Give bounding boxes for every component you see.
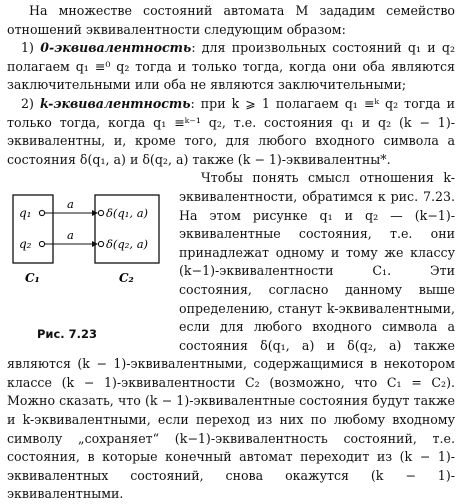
figure-caption: Рис. 7.23 xyxy=(37,327,98,342)
term-k-equivalence: k-эквивалентность xyxy=(39,95,191,111)
state-delta-q2-label: δ(q₂, a) xyxy=(106,237,149,252)
state-delta-q1-label: δ(q₁, a) xyxy=(106,206,149,221)
figure-diagram xyxy=(7,175,167,325)
item-2-number: 2) xyxy=(21,95,34,111)
definition-item-1 xyxy=(7,39,455,95)
state-q1-node xyxy=(39,211,44,216)
item-1-text: : для произвольных состояний q₁ и q₂ полагаем q₁ ≡⁰ q₂ тогда и только тогда, когда они оба являются заключительными или оба не являются заключительными; xyxy=(7,40,455,93)
body-paragraph: Чтобы понять смысл отношения k-эквивалентности, обратимся к рис. 7.23. На этом рисунке q₁ и q₂ — (k−1)-эквивалентные состояния, т.е. они принадлежат одному и тому же классу (k−1)-эквивалентности C₁. Эти состояния, согласно данному выше определению, станут k-эквивалентными, если для любого входного символа a состояния δ(q₁, a) и δ(q₂, a) также являются (k − 1)-эквивалентными, содержащимися в некотором классе (k − 1)-эквивалентности C₂ (возможно, что C₁ = C₂). Можно сказать, что (k − 1)-эквивалентные состояния будут также и k-эквивалентными, если переход из них по любому входному символу „сохраняет“ (k−1)-эквивалентность состояний, т.е. состояния, в которые конечный автомат переходит из (k − 1)-эквивалентных состояний, снова окажутся (k − 1)-эквивалентными. xyxy=(7,170,455,502)
definition-item-2 xyxy=(7,95,455,169)
intro-paragraph: На множестве состояний автомата M зададим семейство отношений эквивалентности следующим образом: xyxy=(7,3,455,37)
item-1-number: 1) xyxy=(21,40,34,56)
state-q2-node xyxy=(39,242,44,247)
figure-7-23 xyxy=(7,175,167,351)
state-delta-q2-node xyxy=(98,242,103,247)
state-q1-label: q₁ xyxy=(19,206,32,221)
class-c1-label: C₁ xyxy=(25,271,40,286)
arrow-label-1: a xyxy=(67,197,74,212)
term-0-equivalence: 0-эквивалентность xyxy=(40,40,192,56)
class-c2-label: C₂ xyxy=(119,271,134,286)
state-delta-q1-node xyxy=(98,211,103,216)
state-q2-label: q₂ xyxy=(19,237,32,252)
arrow-label-2: a xyxy=(67,228,74,243)
item-2-text: : при k ⩾ 1 полагаем q₁ ≡ᵏ q₂ тогда и только тогда, когда q₁ ≡ᵏ⁻¹ q₂, т.е. состояния q₁ и q₂ (k − 1)-эквивалентны, и, кроме того, для любого входного символа a состояния δ(q₁, a) и δ(q₂, a) также (k − 1)-эквивалентны*. xyxy=(7,95,455,167)
